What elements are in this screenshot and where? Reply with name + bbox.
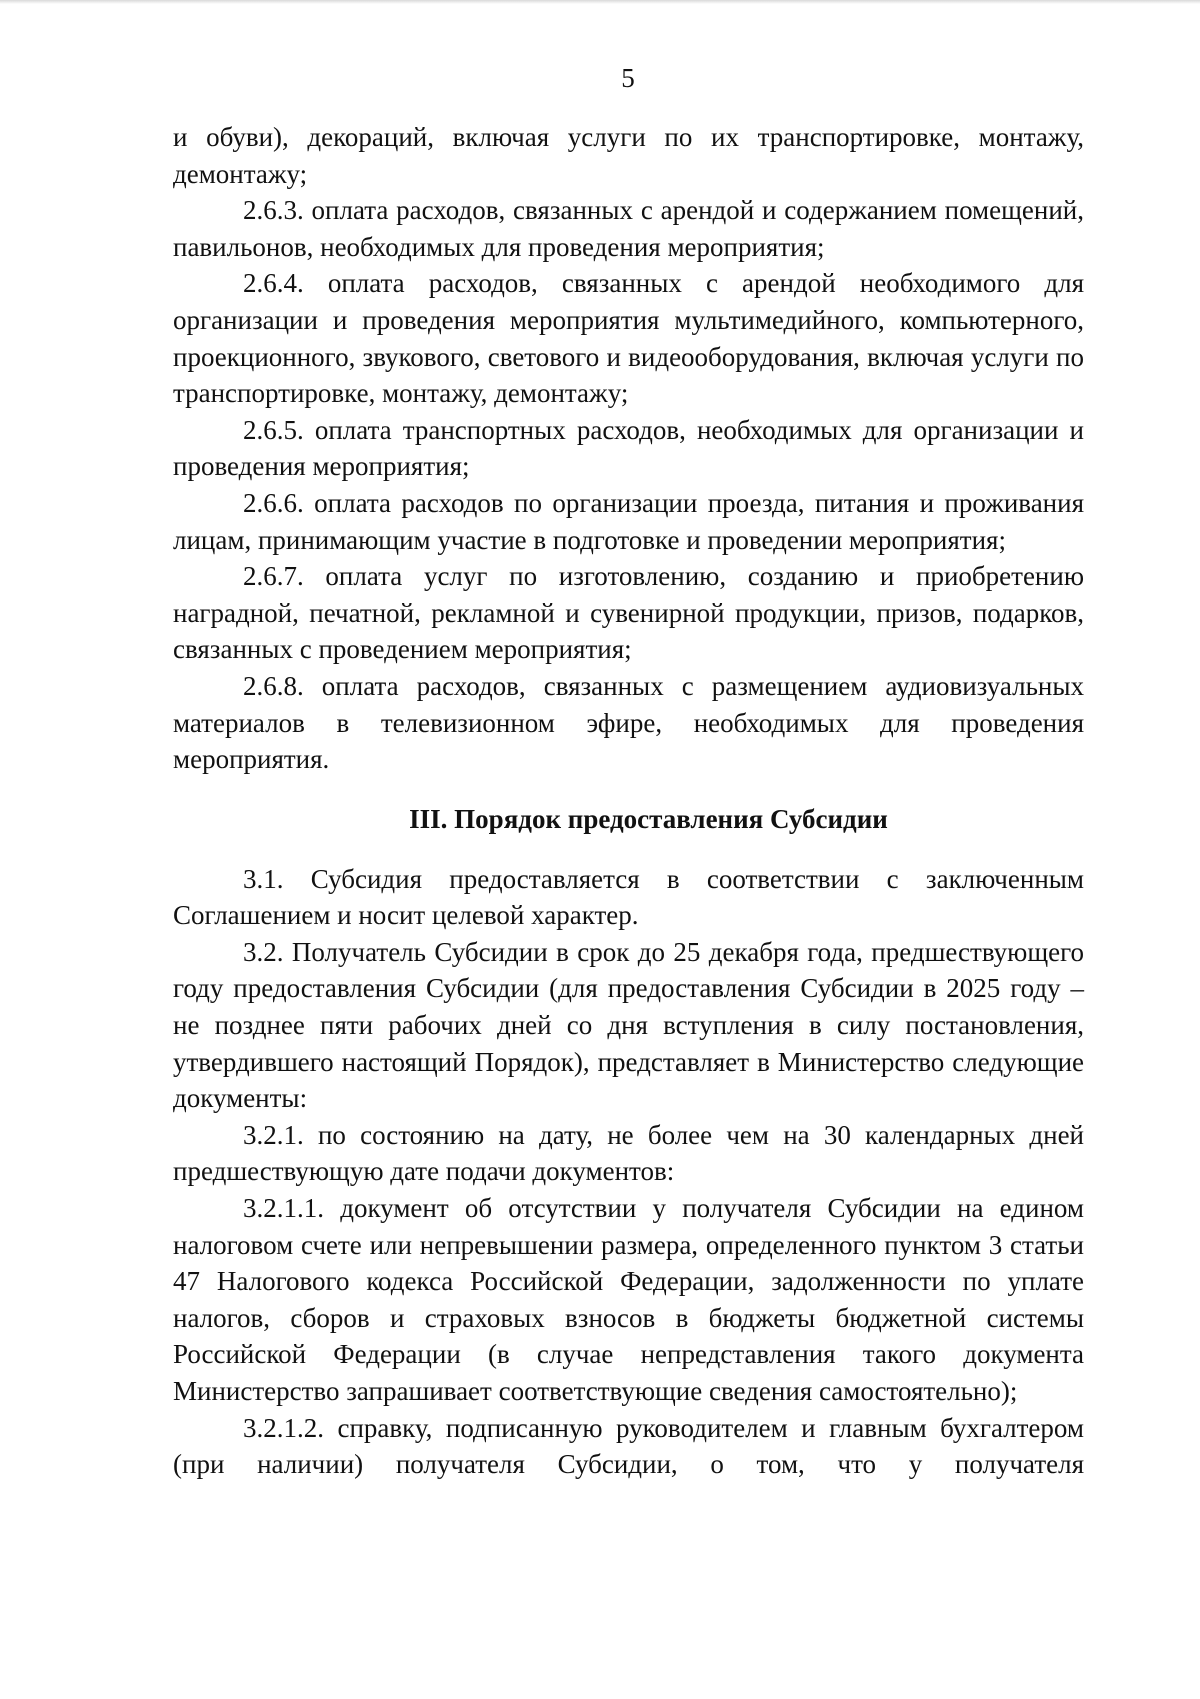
paragraph-3-1: 3.1. Субсидия предоставляется в соответствии с заключенным Соглашением и носит целевой характер. [173,863,1084,931]
paragraph-2-6-6: 2.6.6. оплата расходов по организации проезда, питания и проживания лицам, принимающим участие в подготовке и проведении мероприятия; [173,487,1084,555]
paragraph-3-2-1-1: 3.2.1.1. документ об отсутствии у получателя Субсидии на едином налоговом счете или непревышении размера, определенного пунктом 3 статьи 47 Налогового кодекса Российской Федерации, задолженности по уплате налогов, сборов и страховых взносов в бюджеты бюджетной системы Российской Федерации (в случае непредставления такого документа Министерство запрашивает соответствующие сведения самостоятельно); [173,1193,1084,1406]
scan-top-edge [0,0,1200,4]
paragraph-2-6-5: 2.6.5. оплата транспортных расходов, необходимых для организации и проведения мероприятия; [173,414,1084,482]
paragraph-continuation: и обуви), декораций, включая услуги по их транспортировке, монтажу, демонтажу; [173,122,1084,189]
document-body [173,119,1084,1483]
paragraph-2-6-4: 2.6.4. оплата расходов, связанных с арендой необходимого для организации и проведения мероприятия мультимедийного, компьютерного, проекционного, звукового, светового и видеооборудования, включая услуги по транспортировке, монтажу, демонтажу; [173,268,1084,409]
page-number: 5 [621,63,635,93]
section-heading: III. Порядок предоставления Субсидии [409,803,888,834]
paragraph-2-6-3: 2.6.3. оплата расходов, связанных с арендой и содержанием помещений, павильонов, необходимых для проведения мероприятия; [173,195,1084,262]
paragraph-2-6-8: 2.6.8. оплата расходов, связанных с размещением аудиовизуальных материалов в телевизионном эфире, необходимых для проведения мероприятия. [173,670,1084,775]
paragraph-3-2-1-2: 3.2.1.2. справку, подписанную руководителем и главным бухгалтером (при наличии) получателя Субсидии, о том, что у получателя [173,1412,1084,1480]
paragraph-3-2-1: 3.2.1. по состоянию на дату, не более чем на 30 календарных дней предшествующую дате подачи документов: [173,1119,1084,1187]
paragraph-3-2: 3.2. Получатель Субсидии в срок до 25 декабря года, предшествующего году предоставления Субсидии (для предоставления Субсидии в 2025 году – не позднее пяти рабочих дней со дня вступления в силу постановления, утвердившего настоящий Порядок), представляет в Министерство следующие документы: [173,936,1084,1114]
paragraph-2-6-7: 2.6.7. оплата услуг по изготовлению, созданию и приобретению наградной, печатной, рекламной и сувенирной продукции, призов, подарков, связанных с проведением мероприятия; [173,561,1084,665]
